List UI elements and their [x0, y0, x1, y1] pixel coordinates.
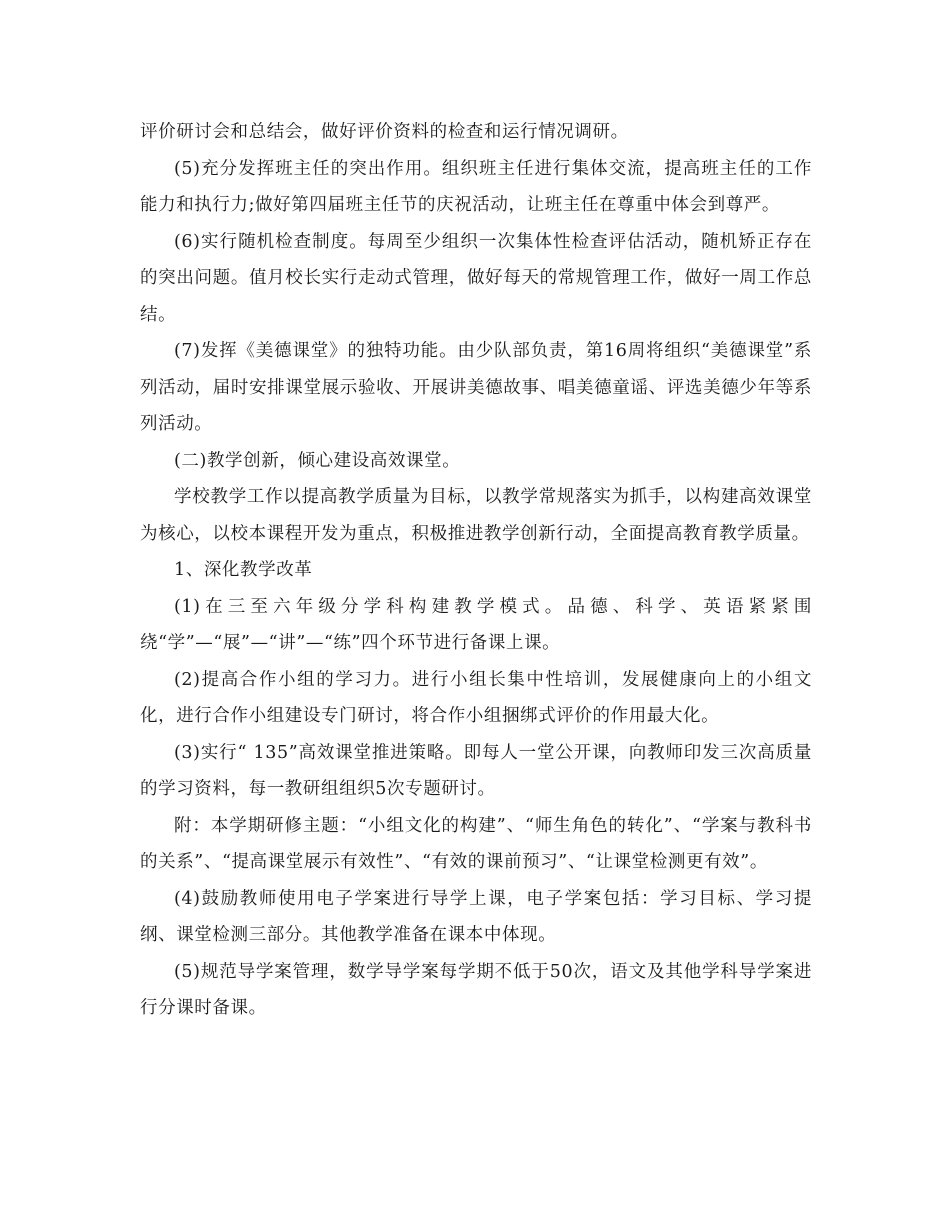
- paragraph-appendix-research-topics: 附：本学期研修主题：“小组文化的构建”、“师生角色的转化”、“学案与教科书的关系”、“提高课堂展示有效性”、“有效的课前预习”、“让课堂检测更有效”。: [140, 815, 812, 872]
- paragraph-item-2-cooperative-groups: (2)提高合作小组的学习力。进行小组长集中性培训，发展健康向上的小组文化，进行合作小组建设专门研讨，将合作小组捆绑式评价的作用最大化。: [140, 669, 812, 726]
- paragraph-item-6-random-inspection: (6)实行随机检查制度。每周至少组织一次集体性检查评估活动，随机矫正存在的突出问题。值月校长实行走动式管理，做好每天的常规管理工作，做好一周工作总结。: [140, 231, 812, 325]
- paragraph-teaching-overview: 学校教学工作以提高教学质量为目标，以教学常规落实为抓手，以构建高效课堂为核心，以校本课程开发为重点，积极推进教学创新行动，全面提高教育教学质量。: [140, 487, 812, 544]
- paragraph-item-7-virtue-classroom: (7)发挥《美德课堂》的独特功能。由少队部负责，第16周将组织“美德课堂”系列活动，届时安排课堂展示验收、开展讲美德故事、唱美德童谣、评选美德少年等系列活动。: [140, 341, 812, 434]
- paragraph-item-5-guide-plan-management: (5)规范导学案管理，数学导学案每学期不低于50次，语文及其他学科导学案进行分课时备课。: [140, 961, 812, 1018]
- paragraph-item-4-electronic-plans: (4)鼓励教师使用电子学案进行导学上课，电子学案包括：学习目标、学习提纲、课堂检测三部分。其他教学准备在课本中体现。: [140, 888, 812, 945]
- paragraph-item-1-teaching-model: (1)在三至六年级分学科构建教学模式。品德、科学、英语紧紧围绕“学”—“展”—“讲”—“练”四个环节进行备课上课。: [140, 596, 812, 653]
- section-heading-teaching-innovation: (二)教学创新，倾心建设高效课堂。: [174, 450, 461, 471]
- paragraph-continuation: 评价研讨会和总结会，做好评价资料的检查和运行情况调研。: [140, 122, 629, 142]
- subheading-deepen-reform: 1、深化教学改革: [174, 560, 313, 580]
- document-body: [140, 114, 812, 1027]
- paragraph-item-3-135-strategy: (3)实行“ 135”高效课堂推进策略。即每人一堂公开课，向教师印发三次高质量的学习资料，每一教研组组织5次专题研讨。: [140, 742, 812, 799]
- paragraph-item-5-head-teacher: (5)充分发挥班主任的突出作用。组织班主任进行集体交流，提高班主任的工作能力和执行力;做好第四届班主任节的庆祝活动，让班主任在尊重中体会到尊严。: [140, 158, 812, 215]
